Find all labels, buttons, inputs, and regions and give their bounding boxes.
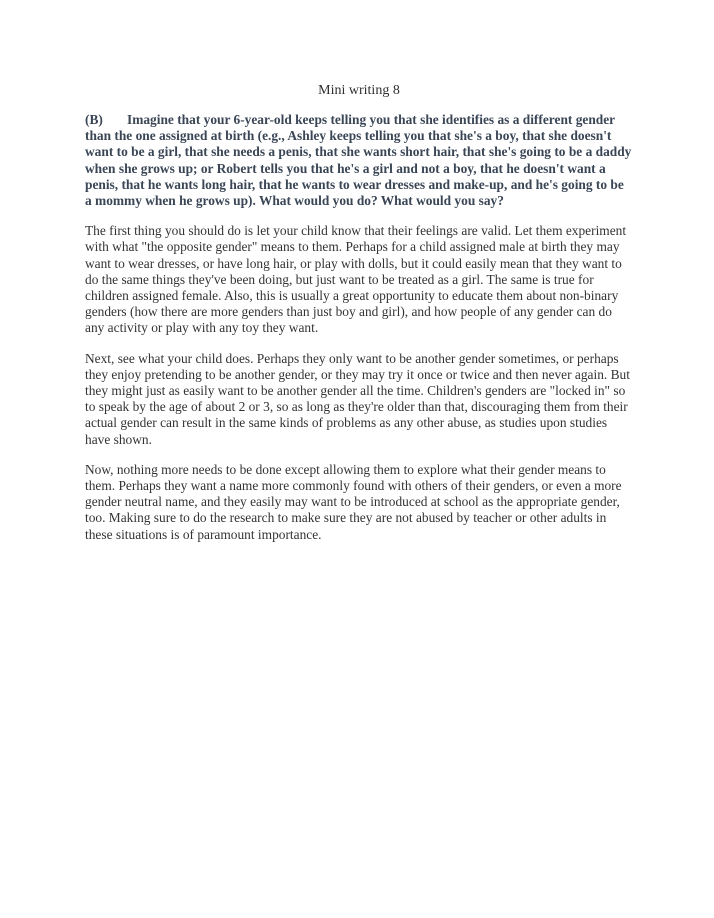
document-title: Mini writing 8 [318, 83, 400, 98]
prompt-text: Imagine that your 6-year-old keeps telling you that she identifies as a different gender than the one assigned at birth (e.g., Ashley keeps telling you that she's a boy, that she doesn't want to be a girl, that she needs a penis, that she wants short hair, that she's going to be a daddy when she grows up; or Robert tells you that he's a girl and not a boy, that he doesn't want a penis, that he wants long hair, that he wants to wear dresses and make-up, and he's going to be a mommy when he grows up). What would you do? What would you say? [85, 112, 632, 209]
document-page [85, 82, 633, 557]
prompt-question [85, 112, 633, 209]
answer-paragraph-2: Next, see what your child does. Perhaps they only want to be another gender sometimes, or perhaps they enjoy pretending to be another gender, or they may try it once or twice and then never again. But they might just as easily want to be another gender all the time. Children's genders are "locked in" so to speak by the age of about 2 or 3, so as long as they're older than that, discouraging them from their actual gender can result in the same kinds of problems as any other abuse, as studies upon studies have shown. [85, 350, 630, 447]
prompt-marker: (B) [85, 112, 103, 127]
answer-paragraph-1: The first thing you should do is let your child know that their feelings are valid. Let them experiment with what "the opposite gender" means to them. Perhaps for a child assigned male at birth they may want to wear dresses, or have long hair, or play with dolls, but it could easily mean that they want to do the same things they've been doing, but just want to be treated as a girl. The same is true for children assigned female. Also, this is usually a great opportunity to educate them about non-binary genders (how there are more genders than just boy and girl), and how people of any gender can do any activity or play with any toy they want. [85, 223, 627, 336]
answer-paragraph-3: Now, nothing more needs to be done except allowing them to explore what their gender means to them. Perhaps they want a name more commonly found with others of their genders, or even a more gender neutral name, and they easily may want to be introduced at school as the appropriate gender, too. Making sure to do the research to make sure they are not abused by teacher or other adults in these situations is of paramount importance. [85, 461, 622, 542]
